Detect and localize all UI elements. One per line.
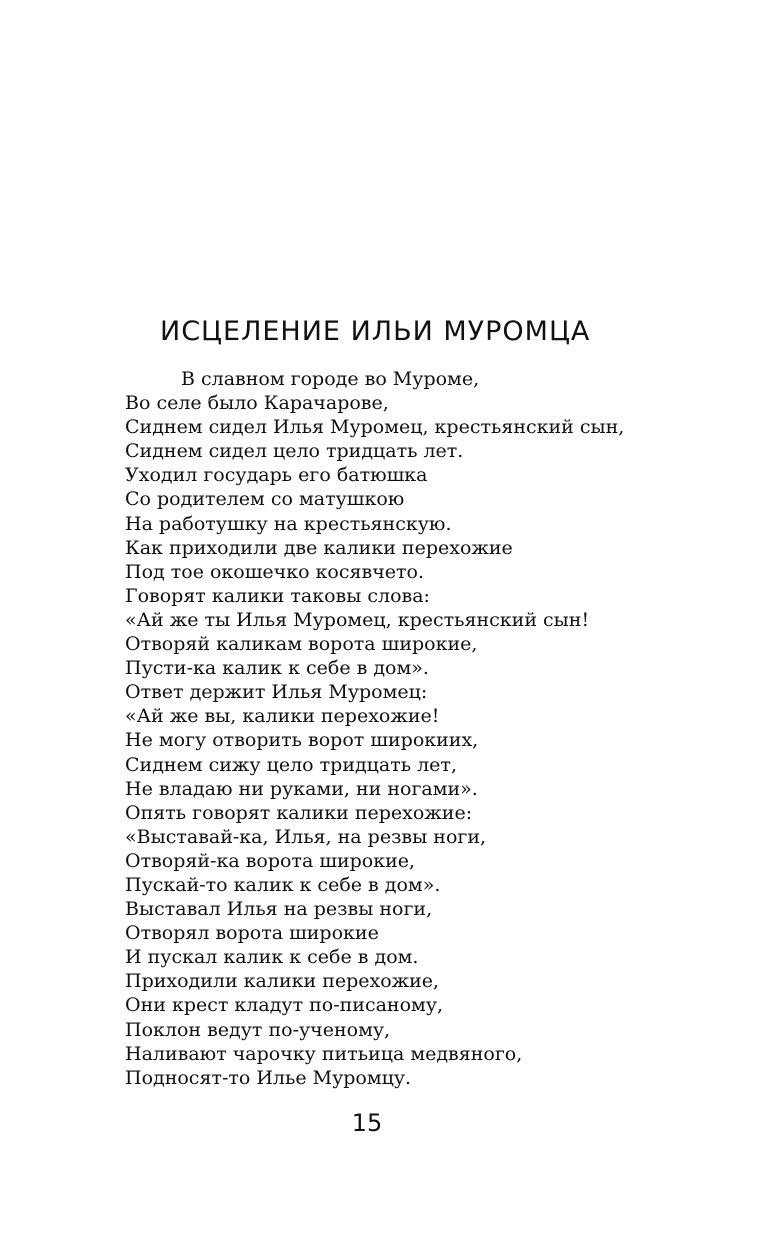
poem-line: Поклон ведут по-ученому, bbox=[125, 1018, 391, 1041]
poem-line: Во селе было Карачарове, bbox=[125, 392, 389, 415]
poem-line: Опять говорят калики перехожие: bbox=[125, 801, 473, 824]
page-number: 15 bbox=[351, 1109, 383, 1137]
poem-line: Наливают чарочку питьица медвяного, bbox=[125, 1042, 523, 1065]
poem-line: Со родителем со матушкою bbox=[125, 488, 405, 511]
poem-line: В славном городе во Муроме, bbox=[181, 368, 480, 390]
poem-text bbox=[125, 367, 624, 1090]
poem-line: Выставал Илья на резвы ноги, bbox=[125, 898, 433, 921]
poem-line: Не владаю ни руками, ни ногами». bbox=[125, 777, 478, 800]
poem-line: «Ай же ты Илья Муромец, крестьянский сын! bbox=[125, 608, 590, 631]
poem-line: Говорят калики таковы слова: bbox=[125, 584, 430, 607]
poem-line: Уходил государь его батюшка bbox=[125, 464, 428, 487]
poem-line: «Выставай-ка, Илья, на резвы ноги, bbox=[125, 825, 487, 848]
poem-line: Не могу отворить ворот широкиих, bbox=[125, 729, 479, 752]
poem-line: «Ай же вы, калики перехожие! bbox=[125, 705, 440, 728]
poem-line: Подносят-то Илье Муромцу. bbox=[125, 1066, 412, 1089]
page-title: ИСЦЕЛЕНИЕ ИЛЬИ МУРОМЦА bbox=[160, 316, 591, 347]
poem-line: Сиднем сидел Илья Муромец, крестьянский сын, bbox=[125, 416, 625, 439]
poem-line: На работушку на крестьянскую. bbox=[125, 512, 452, 535]
poem-line: Под тое окошечко косявчето. bbox=[125, 560, 424, 583]
poem-line: Приходили калики перехожие, bbox=[125, 970, 440, 993]
poem-line: Как приходили две калики перехожие bbox=[125, 536, 513, 559]
poem-line: Пусти-ка калик к себе в дом». bbox=[125, 657, 429, 680]
poem-line: Отворяй-ка ворота широкие, bbox=[125, 849, 416, 872]
poem-line: Сиднем сидел цело тридцать лет. bbox=[125, 440, 464, 463]
poem-line: Сиднем сижу цело тридцать лет, bbox=[125, 753, 457, 776]
poem-line: Они крест кладут по-писаному, bbox=[125, 994, 444, 1017]
poem-line: И пускал калик к себе в дом. bbox=[125, 946, 419, 969]
poem-line: Отворяй каликам ворота широкие, bbox=[125, 633, 478, 656]
poem-line: Отворял ворота широкие bbox=[125, 922, 379, 945]
poem-line: Пускай-то калик к себе в дом». bbox=[125, 873, 441, 896]
poem-line: Ответ держит Илья Муромец: bbox=[125, 681, 428, 704]
